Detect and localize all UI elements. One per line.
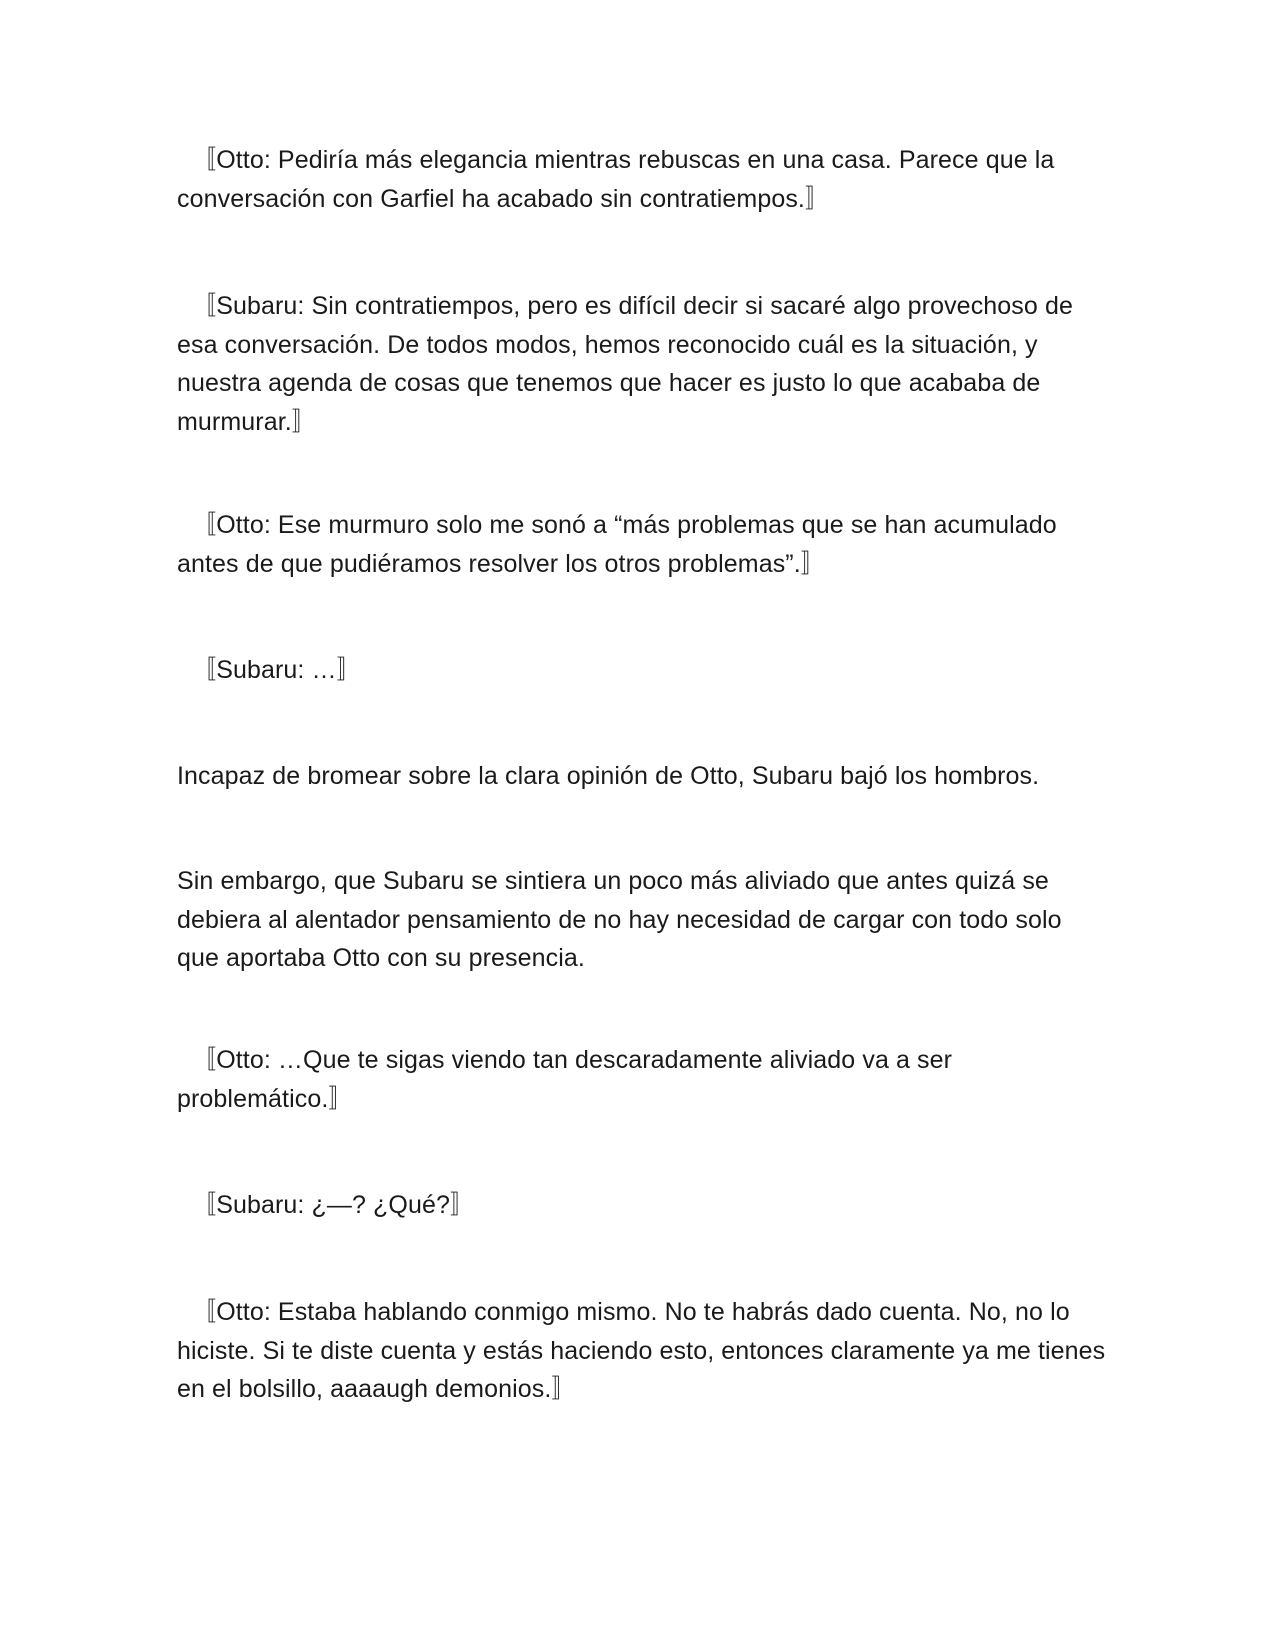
dialogue-subaru-what: 〚Subaru: ¿—? ¿Qué?〛 xyxy=(177,1191,476,1219)
dialogue-otto-elegance: 〚Otto: Pediría más elegancia mientras rebuscas en una casa. Parece que la conversación con Garfiel ha acabado sin contratiempos.〛 xyxy=(177,146,1062,213)
narration-relief: Sin embargo, que Subaru se sintiera un poco más aliviado que antes quizá se debiera al alentador pensamiento de no hay necesidad de cargar con todo solo que aportaba Otto con su presencia. xyxy=(177,867,1069,972)
dialogue-otto-problems: 〚Otto: Ese murmuro solo me sonó a “más problemas que se han acumulado antes de que pudiéramos resolver los otros problemas”.〛 xyxy=(177,511,1064,578)
dialogue-otto-pocket: 〚Otto: Estaba hablando conmigo mismo. No te habrás dado cuenta. No, no lo hiciste. Si te diste cuenta y estás haciendo esto, entonces claramente ya me tienes en el bolsillo, aaaaugh demonios.〛 xyxy=(177,1298,1113,1403)
dialogue-otto-relieved: 〚Otto: …Que te sigas viendo tan descaradamente aliviado va a ser problemático.〛 xyxy=(177,1046,960,1113)
dialogue-subaru-silence: 〚Subaru: …〛 xyxy=(177,656,362,684)
dialogue-subaru-agenda: 〚Subaru: Sin contratiempos, pero es difícil decir si sacaré algo provechoso de esa conversación. De todos modos, hemos reconocido cuál es la situación, y nuestra agenda de cosas que tenemos que hacer es justo lo que acababa de murmurar.〛 xyxy=(177,292,1081,436)
narration-shrug: Incapaz de bromear sobre la clara opinión de Otto, Subaru bajó los hombros. xyxy=(177,762,1040,790)
